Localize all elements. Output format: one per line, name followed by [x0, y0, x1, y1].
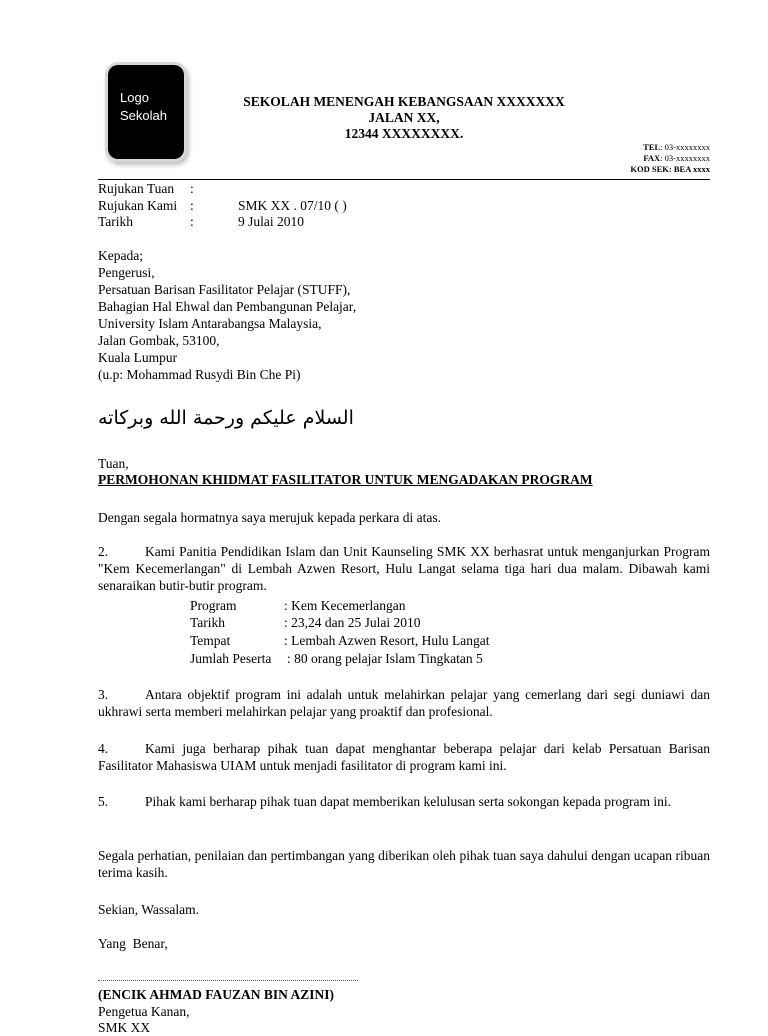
paragraph-text: Kami Panitia Pendidikan Islam dan Unit Kaunseling SMK XX berhasrat untuk menganjurkan Program "Kem Kecemerlangan" di Lembah Azwen Resort, Hulu Langat selama tiga hari dua malam. Dibawah kami senaraikan butir-butir program.	[98, 544, 710, 593]
logo-text-line1: Logo	[120, 90, 149, 105]
yang-benar-line: Yang Benar,	[98, 936, 168, 951]
detail-value: : Lembah Azwen Resort, Hulu Langat	[284, 633, 490, 648]
paragraph-text: Kami juga berharap pihak tuan dapat menghantar beberapa pelajar dari kelab Persatuan Barisan Fasilitator Mahasiswa UIAM untuk menjadi fasilitator di program kami ini.	[98, 741, 710, 773]
letter-subject: PERMOHONAN KHIDMAT FASILITATOR UNTUK MENGADAKAN PROGRAM	[98, 472, 593, 487]
paragraph-3	[98, 686, 710, 720]
recipient-line: Persatuan Barisan Fasilitator Pelajar (STUFF),	[98, 282, 351, 297]
recipient-line: Pengerusi,	[98, 265, 155, 280]
reference-value: SMK XX . 07/10 ( )	[238, 198, 347, 213]
fax-label: FAX	[643, 153, 661, 163]
arabic-greeting: السلام عليكم ورحمة الله وبركاته	[98, 407, 354, 429]
kod-label: KOD SEK	[630, 164, 669, 174]
recipient-address	[98, 247, 356, 383]
reference-label: Tarikh	[98, 214, 134, 229]
tel-label: TEL	[643, 142, 661, 152]
detail-label: Tarikh	[190, 615, 226, 630]
school-header	[190, 94, 618, 142]
detail-label: Tempat	[190, 633, 231, 648]
reference-colon: :	[190, 214, 194, 229]
reference-colon: :	[190, 198, 194, 213]
paragraph-number: 3.	[98, 687, 109, 702]
recipient-line: Kepada;	[98, 248, 143, 263]
logo-placeholder-text	[120, 89, 167, 125]
recipient-line: (u.p: Mohammad Rusydi Bin Che Pi)	[98, 367, 301, 382]
paragraph-number: 2.	[98, 544, 109, 559]
paragraph-text: Pihak kami berharap pihak tuan dapat memberikan kelulusan serta sokongan kepada program ini.	[145, 794, 671, 809]
detail-label: Program	[190, 598, 237, 613]
logo-text-line2: Sekolah	[120, 108, 167, 123]
signatory-name: (ENCIK AHMAD FAUZAN BIN AZINI)	[98, 987, 335, 1002]
salutation: Tuan,	[98, 456, 129, 471]
paragraph-2	[98, 543, 710, 594]
signature-line	[98, 980, 358, 981]
kod-value: : BEA xxxx	[668, 164, 710, 174]
detail-value: : 23,24 dan 25 Julai 2010	[284, 615, 421, 630]
paragraph-4	[98, 740, 710, 774]
signatory-title: Pengetua Kanan,	[98, 1004, 190, 1019]
paragraph-5	[98, 793, 710, 810]
tel-line	[630, 142, 710, 153]
school-address-line2: 12344 XXXXXXXX.	[344, 126, 464, 141]
paragraph-number: 5.	[98, 794, 109, 809]
contact-info	[630, 142, 710, 175]
intro-paragraph: Dengan segala hormatnya saya merujuk kepada perkara di atas.	[98, 510, 441, 525]
reference-value: 9 Julai 2010	[238, 214, 304, 229]
kod-line	[630, 164, 710, 175]
detail-value: : 80 orang pelajar Islam Tingkatan 5	[287, 651, 483, 666]
paragraph-text: Antara objektif program ini adalah untuk melahirkan pelajar yang cemerlang dari segi duniawi dan ukhrawi serta memberi melahirkan pelajar yang proaktif dan profesional.	[98, 687, 710, 719]
closing-paragraph: Segala perhatian, penilaian dan pertimbangan yang diberikan oleh pihak tuan saya dahului dengan ucapan ribuan terima kasih.	[98, 848, 710, 880]
recipient-line: University Islam Antarabangsa Malaysia,	[98, 316, 322, 331]
school-logo	[108, 65, 184, 159]
tel-value: : 03-xxxxxxxx	[660, 142, 710, 152]
recipient-line: Kuala Lumpur	[98, 350, 178, 365]
fax-line	[630, 153, 710, 164]
school-address-line1: JALAN XX,	[368, 110, 440, 125]
recipient-line: Jalan Gombak, 53100,	[98, 333, 220, 348]
reference-label: Rujukan Kami	[98, 198, 178, 213]
detail-label: Jumlah Peserta	[190, 651, 272, 666]
paragraph-number: 4.	[98, 741, 109, 756]
sekian-line: Sekian, Wassalam.	[98, 902, 200, 917]
detail-value: : Kem Kecemerlangan	[284, 598, 406, 613]
school-name: SEKOLAH MENENGAH KEBANGSAAN XXXXXXX	[243, 94, 565, 109]
recipient-line: Bahagian Hal Ehwal dan Pembangunan Pelajar,	[98, 299, 357, 314]
reference-label: Rujukan Tuan	[98, 181, 175, 196]
reference-colon: :	[190, 181, 194, 196]
fax-value: : 03-xxxxxxxx	[660, 153, 710, 163]
signatory-school: SMK XX	[98, 1020, 151, 1035]
